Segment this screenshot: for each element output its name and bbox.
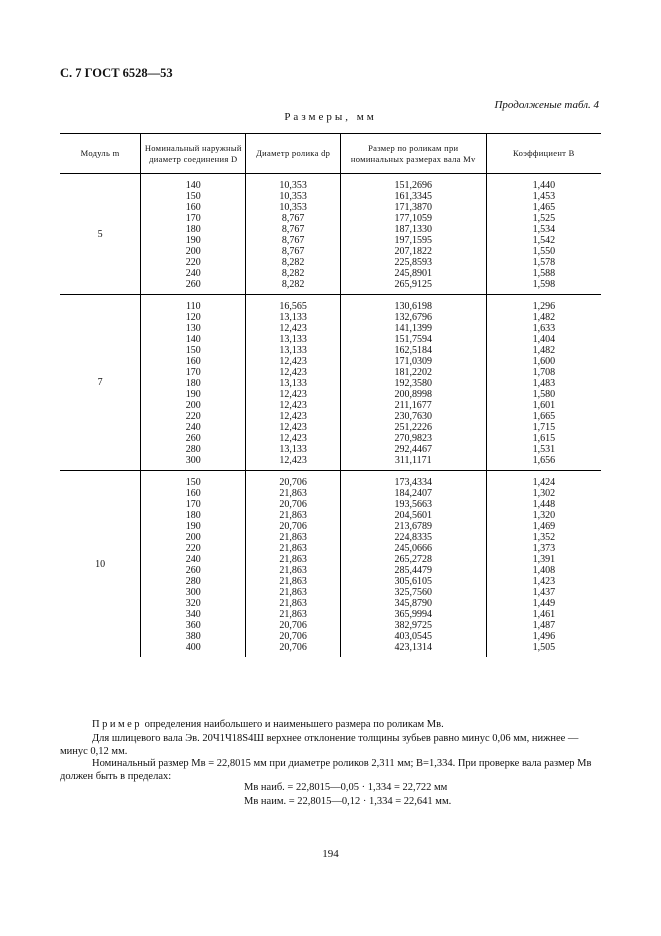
modulus-cell: 10 <box>95 558 106 570</box>
size-over-rollers-value: 151,7594 <box>394 334 432 345</box>
column-header-roller-diameter: Диаметр ролика dp <box>246 134 340 174</box>
size-over-rollers-value: 141,1399 <box>394 323 432 334</box>
roller-diameter-value: 21,863 <box>279 488 307 499</box>
dimensions-note: Размеры, мм <box>284 111 377 123</box>
coefficient-value: 1,487 <box>532 620 556 631</box>
coefficient-value: 1,550 <box>532 246 556 257</box>
outer-diameter-value: 220 <box>185 411 201 422</box>
outer-diameter-value: 130 <box>185 323 201 334</box>
size-over-rollers-value: 177,1059 <box>394 213 432 224</box>
outer-diameter-value: 150 <box>185 345 201 356</box>
size-over-rollers-value: 162,5184 <box>394 345 432 356</box>
coefficient-value: 1,391 <box>532 554 556 565</box>
roller-diameter-value: 20,706 <box>279 477 307 488</box>
size-over-rollers-value: 171,0309 <box>394 356 432 367</box>
outer-diameter-value: 140 <box>185 180 201 191</box>
roller-diameter-value: 21,863 <box>279 532 307 543</box>
size-over-rollers-value: 192,3580 <box>394 378 432 389</box>
roller-diameter-value: 8,767 <box>281 246 305 257</box>
coefficient-value: 1,505 <box>532 642 556 653</box>
example-intro: Пример определения наибольшего и наименьшего размера по роликам Mв. <box>92 719 444 730</box>
coefficient-value: 1,615 <box>532 433 556 444</box>
size-over-rollers-value: 270,9823 <box>394 433 432 444</box>
size-over-rollers-value: 225,8593 <box>394 257 432 268</box>
outer-diameter-value: 260 <box>185 565 201 576</box>
roller-diameter-value: 21,863 <box>279 543 307 554</box>
outer-diameter-value: 400 <box>185 642 201 653</box>
outer-diameter-value: 240 <box>185 268 201 279</box>
coefficient-value: 1,525 <box>532 213 556 224</box>
roller-diameter-value: 20,706 <box>279 620 307 631</box>
size-over-rollers-value: 245,0666 <box>394 543 432 554</box>
coefficient-value: 1,665 <box>532 411 556 422</box>
coefficient-cell <box>486 174 601 295</box>
coefficient-value: 1,320 <box>532 510 556 521</box>
outer-diameter-value: 120 <box>185 312 201 323</box>
roller-diameter-value: 13,133 <box>279 345 307 356</box>
outer-diameter-value: 160 <box>185 202 201 213</box>
size-over-rollers-value: 130,6198 <box>394 301 432 312</box>
coefficient-value: 1,423 <box>532 576 556 587</box>
outer-diameter-value: 160 <box>185 356 201 367</box>
outer-diameter-value: 300 <box>185 587 201 598</box>
roller-diameter-value: 12,423 <box>279 356 307 367</box>
column-header-size-over-rollers: Размер по роликам при номинальных размерах вала Mv <box>340 134 486 174</box>
outer-diameter-value: 280 <box>185 576 201 587</box>
coefficient-value: 1,302 <box>532 488 556 499</box>
outer-diameter-value: 360 <box>185 620 201 631</box>
outer-diameter-cell <box>141 295 246 471</box>
coefficient-value: 1,578 <box>532 257 556 268</box>
coefficient-value: 1,534 <box>532 224 556 235</box>
size-over-rollers-value: 365,9994 <box>394 609 432 620</box>
size-over-rollers-value: 423,1314 <box>394 642 432 653</box>
coefficient-value: 1,580 <box>532 389 556 400</box>
roller-diameter-value: 16,565 <box>279 301 307 312</box>
outer-diameter-value: 180 <box>185 224 201 235</box>
column-header-coefficient: Коэффициент B <box>486 134 601 174</box>
size-over-rollers-value: 403,0545 <box>394 631 432 642</box>
coefficient-value: 1,453 <box>532 191 556 202</box>
roller-diameter-value: 20,706 <box>279 642 307 653</box>
size-over-rollers-value: 224,8335 <box>394 532 432 543</box>
coefficient-cell <box>486 471 601 658</box>
coefficient-value: 1,404 <box>532 334 556 345</box>
roller-diameter-value: 12,423 <box>279 455 307 466</box>
size-over-rollers-value: 245,8901 <box>394 268 432 279</box>
coefficient-value: 1,461 <box>532 609 556 620</box>
size-over-rollers-value: 200,8998 <box>394 389 432 400</box>
coefficient-value: 1,542 <box>532 235 556 246</box>
outer-diameter-value: 150 <box>185 477 201 488</box>
coefficient-value: 1,448 <box>532 499 556 510</box>
roller-diameter-value: 12,423 <box>279 411 307 422</box>
size-over-rollers-value: 213,6789 <box>394 521 432 532</box>
coefficient-value: 1,437 <box>532 587 556 598</box>
outer-diameter-value: 170 <box>185 213 201 224</box>
roller-diameter-value: 20,706 <box>279 521 307 532</box>
table-continuation-label: Продолженые табл. 4 <box>494 99 599 111</box>
outer-diameter-cell <box>141 471 246 658</box>
roller-diameter-value: 8,767 <box>281 235 305 246</box>
roller-diameter-value: 8,282 <box>281 257 305 268</box>
roller-diameter-value: 13,133 <box>279 312 307 323</box>
size-over-rollers-cell <box>340 295 486 471</box>
coefficient-value: 1,373 <box>532 543 556 554</box>
outer-diameter-value: 260 <box>185 433 201 444</box>
size-over-rollers-value: 207,1822 <box>394 246 432 257</box>
coefficient-value: 1,656 <box>532 455 556 466</box>
coefficient-value: 1,600 <box>532 356 556 367</box>
size-over-rollers-cell <box>340 471 486 658</box>
size-over-rollers-value: 251,2226 <box>394 422 432 433</box>
size-over-rollers-value: 184,2407 <box>394 488 432 499</box>
size-over-rollers-value: 382,9725 <box>394 620 432 631</box>
modulus-cell: 7 <box>60 295 141 471</box>
outer-diameter-value: 220 <box>185 257 201 268</box>
roller-diameter-value: 8,767 <box>281 213 305 224</box>
outer-diameter-value: 150 <box>185 191 201 202</box>
table-body <box>60 174 601 658</box>
roller-diameter-value: 13,133 <box>279 378 307 389</box>
example-shaft-description: Для шлицевого вала Эв. 20Ч1Ч18S4Ш верхнее отклонение толщины зубьев равно минус 0,06 мм, нижнее — минус 0,12 мм. <box>60 733 579 757</box>
roller-diameter-value: 12,423 <box>279 367 307 378</box>
size-over-rollers-value: 265,2728 <box>394 554 432 565</box>
coefficient-value: 1,601 <box>532 400 556 411</box>
coefficient-value: 1,482 <box>532 312 556 323</box>
outer-diameter-value: 200 <box>185 532 201 543</box>
example-nominal-size: Номинальный размер Mв = 22,8015 мм при диаметре роликов 2,311 мм; B=1,334. При проверке вала размер Mв должен быть в пределах: <box>60 758 592 782</box>
outer-diameter-value: 240 <box>185 554 201 565</box>
coefficient-cell <box>486 295 601 471</box>
outer-diameter-value: 190 <box>185 389 201 400</box>
size-over-rollers-value: 211,1677 <box>394 400 432 411</box>
roller-diameter-value: 21,863 <box>279 510 307 521</box>
roller-diameter-value: 12,423 <box>279 422 307 433</box>
size-over-rollers-value: 292,4467 <box>394 444 432 455</box>
outer-diameter-value: 110 <box>185 301 201 312</box>
size-over-rollers-value: 181,2202 <box>394 367 432 378</box>
roller-diameter-value: 21,863 <box>279 587 307 598</box>
modulus-cell: 5 <box>60 174 141 295</box>
outer-diameter-value: 180 <box>185 510 201 521</box>
roller-diameter-value: 12,423 <box>279 433 307 444</box>
size-over-rollers-cell <box>340 174 486 295</box>
size-over-rollers-value: 204,5601 <box>394 510 432 521</box>
size-over-rollers-value: 285,4479 <box>394 565 432 576</box>
page-title: С. 7 ГОСТ 6528—53 <box>60 66 173 80</box>
coefficient-value: 1,708 <box>532 367 556 378</box>
outer-diameter-value: 200 <box>185 246 201 257</box>
size-over-rollers-value: 265,9125 <box>394 279 432 290</box>
coefficient-value: 1,715 <box>532 422 556 433</box>
outer-diameter-cell <box>141 174 246 295</box>
size-over-rollers-value: 187,1330 <box>394 224 432 235</box>
coefficient-value: 1,465 <box>532 202 556 213</box>
coefficient-value: 1,424 <box>532 477 556 488</box>
roller-diameter-value: 12,423 <box>279 400 307 411</box>
roller-diameter-value: 12,423 <box>279 323 307 334</box>
coefficient-value: 1,469 <box>532 521 556 532</box>
coefficient-value: 1,633 <box>532 323 556 334</box>
outer-diameter-value: 260 <box>185 279 201 290</box>
size-over-rollers-value: 171,3870 <box>394 202 432 213</box>
size-over-rollers-value: 193,5663 <box>394 499 432 510</box>
coefficient-value: 1,588 <box>532 268 556 279</box>
coefficient-value: 1,440 <box>532 180 556 191</box>
roller-diameter-value: 13,133 <box>279 444 307 455</box>
coefficient-value: 1,352 <box>532 532 556 543</box>
page-number: 194 <box>322 848 339 860</box>
size-over-rollers-value: 132,6796 <box>394 312 432 323</box>
roller-diameter-value: 10,353 <box>279 202 307 213</box>
outer-diameter-value: 180 <box>185 378 201 389</box>
size-over-rollers-value: 230,7630 <box>394 411 432 422</box>
size-over-rollers-value: 311,1171 <box>394 455 432 466</box>
roller-diameter-value: 20,706 <box>279 631 307 642</box>
outer-diameter-value: 280 <box>185 444 201 455</box>
outer-diameter-value: 160 <box>185 488 201 499</box>
roller-diameter-value: 21,863 <box>279 576 307 587</box>
roller-diameter-value: 10,353 <box>279 180 307 191</box>
roller-diameter-value: 21,863 <box>279 554 307 565</box>
size-over-rollers-value: 197,1595 <box>394 235 432 246</box>
size-over-rollers-value: 151,2696 <box>394 180 432 191</box>
coefficient-value: 1,483 <box>532 378 556 389</box>
roller-diameter-value: 8,282 <box>281 279 305 290</box>
coefficient-value: 1,531 <box>532 444 556 455</box>
dimensions-table <box>60 133 601 657</box>
outer-diameter-value: 340 <box>185 609 201 620</box>
roller-diameter-cell <box>246 174 340 295</box>
roller-diameter-value: 20,706 <box>279 499 307 510</box>
table-row <box>60 174 601 295</box>
outer-diameter-value: 300 <box>185 455 201 466</box>
size-over-rollers-value: 345,8790 <box>394 598 432 609</box>
outer-diameter-value: 170 <box>185 367 201 378</box>
size-over-rollers-value: 325,7560 <box>394 587 432 598</box>
roller-diameter-value: 10,353 <box>279 191 307 202</box>
table-row <box>60 295 601 471</box>
size-over-rollers-value: 305,6105 <box>394 576 432 587</box>
size-over-rollers-value: 161,3345 <box>394 191 432 202</box>
table-row <box>60 471 601 658</box>
coefficient-value: 1,598 <box>532 279 556 290</box>
outer-diameter-value: 190 <box>185 521 201 532</box>
roller-diameter-cell <box>246 295 340 471</box>
outer-diameter-value: 140 <box>185 334 201 345</box>
roller-diameter-value: 21,863 <box>279 609 307 620</box>
roller-diameter-value: 21,863 <box>279 565 307 576</box>
coefficient-value: 1,296 <box>532 301 556 312</box>
roller-diameter-value: 21,863 <box>279 598 307 609</box>
roller-diameter-value: 8,282 <box>281 268 305 279</box>
column-header-outer-diameter: Номинальный наружный диаметр соединения D <box>141 134 246 174</box>
column-header-modulus: Модуль m <box>60 134 141 174</box>
outer-diameter-value: 380 <box>185 631 201 642</box>
size-over-rollers-value: 173,4334 <box>394 477 432 488</box>
roller-diameter-value: 12,423 <box>279 389 307 400</box>
table-header-row <box>60 134 601 174</box>
outer-diameter-value: 190 <box>185 235 201 246</box>
coefficient-value: 1,496 <box>532 631 556 642</box>
outer-diameter-value: 200 <box>185 400 201 411</box>
outer-diameter-value: 320 <box>185 598 201 609</box>
coefficient-value: 1,408 <box>532 565 556 576</box>
outer-diameter-value: 240 <box>185 422 201 433</box>
coefficient-value: 1,449 <box>532 598 556 609</box>
formula-min-size: Mв наим. = 22,8015—0,12 · 1,334 = 22,641 мм. <box>244 796 452 807</box>
outer-diameter-value: 170 <box>185 499 201 510</box>
roller-diameter-cell <box>246 471 340 658</box>
roller-diameter-value: 8,767 <box>281 224 305 235</box>
outer-diameter-value: 220 <box>185 543 201 554</box>
formula-max-size: Mв наиб. = 22,8015—0,05 · 1,334 = 22,722 мм <box>244 782 448 793</box>
roller-diameter-value: 13,133 <box>279 334 307 345</box>
coefficient-value: 1,482 <box>532 345 556 356</box>
